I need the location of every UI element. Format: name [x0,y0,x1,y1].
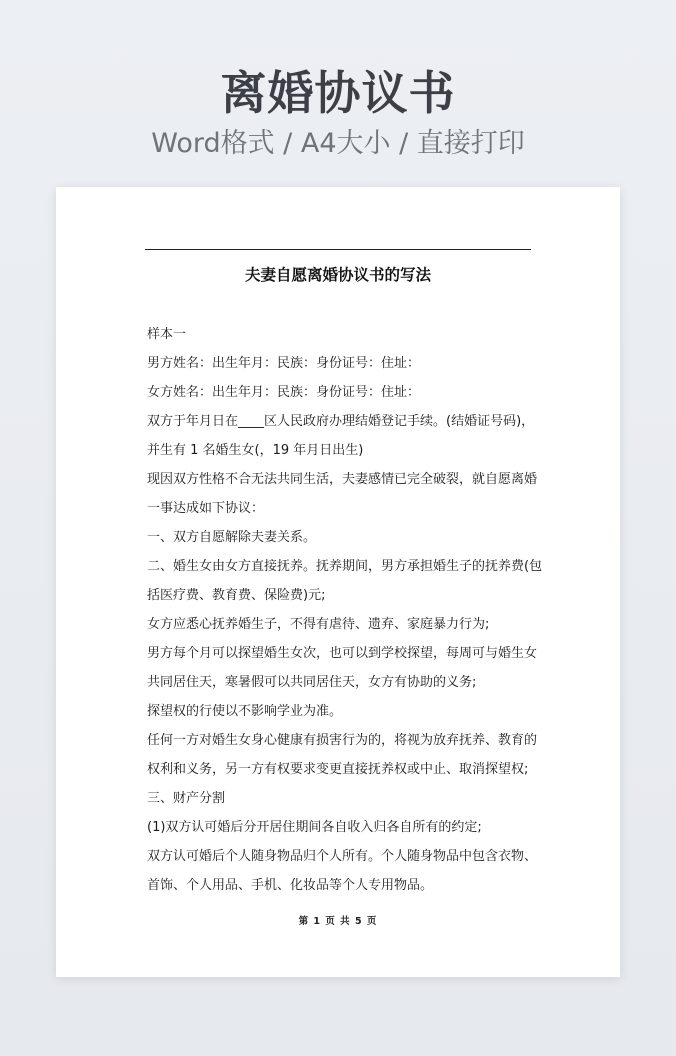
body-line: 现因双方性格不合无法共同生活，夫妻感情已完全破裂，就自愿离婚 [147,472,538,487]
body-line: 权利和义务，另一方有权要求变更直接抚养权或中止、取消探望权; [147,762,529,777]
body-line: 并生有 1 名婚生女(，19 年月日出生) [147,443,364,458]
page-subtitle: Word格式 / A4大小 / 直接打印 [151,128,525,159]
body-line: 男方每个月可以探望婚生女次，也可以到学校探望，每周可与婚生女 [147,646,538,661]
body-line: 样本一 [147,327,187,342]
body-line: 男方姓名：出生年月：民族：身份证号：住址： [147,356,421,371]
document-body [147,320,547,900]
document-page [56,187,620,977]
header [0,62,676,164]
body-line: 括医疗费、教育费、保险费)元; [147,588,326,603]
page-title: 离婚协议书 [220,66,456,120]
header-rule [145,249,531,250]
body-line: 双方于年月日在____区人民政府办理结婚登记手续。(结婚证号码)， [147,414,535,429]
body-line: (1)双方认可婚后分开居住期间各自收入归各自所有的约定; [147,820,482,835]
body-line: 三、财产分割 [147,791,226,806]
body-line: 任何一方对婚生女身心健康有损害行为的，将视为放弃抚养、教育的 [147,733,538,748]
body-line: 一、双方自愿解除夫妻关系。 [147,530,317,545]
body-line: 探望权的行使以不影响学业为准。 [147,704,343,719]
body-line: 双方认可婚后个人随身物品归个人所有。个人随身物品中包含衣物、 [147,849,538,864]
body-line: 一事达成如下协议： [147,501,265,516]
page-number: 第 1 页 共 5 页 [298,916,378,927]
body-line: 首饰、个人用品、手机、化妆品等个人专用物品。 [147,878,434,893]
body-line: 二、婚生女由女方直接抚养。抚养期间，男方承担婚生子的抚养费(包 [147,559,543,574]
body-line: 女方应悉心抚养婚生子，不得有虐待、遗弃、家庭暴力行为; [147,617,490,632]
body-line: 共同居住天，寒暑假可以共同居住天，女方有协助的义务; [147,675,477,690]
document-title: 夫妻自愿离婚协议书的写法 [244,266,431,284]
body-line: 女方姓名：出生年月：民族：身份证号：住址： [147,385,421,400]
